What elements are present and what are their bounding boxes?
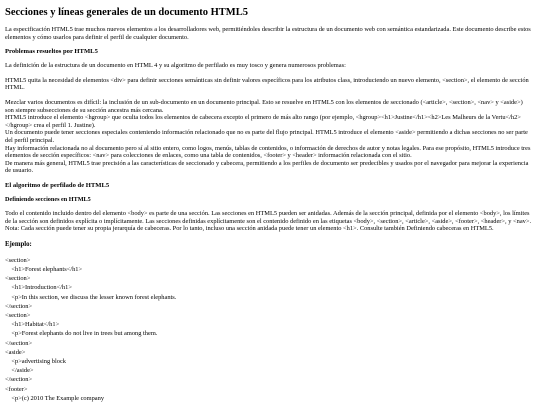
problems-intro-paragraph: La definición de la estructura de un documento en HTML 4 y su algoritmo de perfilado es muy tosco y genera numerosos problemas:: [5, 62, 346, 70]
defining-sections-heading: Definiendo secciones en HTML5: [5, 195, 91, 203]
problems-list-paragraph: [5, 99, 532, 175]
problems-heading: Problemas resueltos por HTML5: [5, 48, 98, 56]
algorithm-heading: El algoritmo de perfilado de HTML5: [5, 181, 110, 189]
problem-line: De manera más general, HTML5 trae precisión a las características de seccionado y cabecera, permitiendo a los perfiles de documento ser predecibles y usados por el navegador para mejorar la experiencia de usuario.: [5, 159, 529, 175]
problem-line: Hay información relacionada no al documento pero sí al sitio entero, como logos, menús, tablas de contenidos, o información de derechos de autor y notas legales. Para ese propósito, HTML5 introduce tres elementos de sección específicos: <nav> para colecciones de enlaces, como una tabla de contenidos, <footer> y <header> información relacionada con el sitio.: [5, 144, 531, 160]
example-heading: Ejemplo:: [5, 240, 32, 248]
problem-section-paragraph: HTML5 quita la necesidad de elementos <div> para definir secciones semánticas sin definir valores específicos para los atributos class, introduciendo un nuevo elemento, <section>, el elemento de sección HTML.: [5, 76, 529, 92]
defining-sections-paragraph: Todo el contenido incluido dentro del elemento <body> es parte de una sección. Las secciones en HTML5 pueden ser anidadas. Además de la sección principal, definida por el elemento <body>, los límites de la sección son definidos explícita o implícitamente. Las secciones definidas explícitamente son el contenido definido en las etiquetas <body>, <section>, <article>, <aside>, <footer>, <header>, y <nav>. Nota: Cada sección puede tener su propia jerarquía de cabeceras. Por lo tanto, incluso una sección anidada puede tener un elemento <h1>. Consulte también Definiendo cabeceras en HTML5.: [5, 209, 532, 233]
example-code-block: <section> <h1>Forest elephants</h1> <section> <h1>Introduction</h1> <p>In this section, we discuss the lesser known forest elephants. </section> <section> <h1>Habitat</h1> <p>Forest elephants do not live in trees but among them. </section> <aside> <p>advertising block </aside> </section> <footer> <p>(c) 2010 The Example company: [5, 256, 177, 402]
page-title: Secciones y líneas generales de un documento HTML5: [5, 7, 248, 18]
intro-paragraph: La especificación HTML5 trae muchos nuevos elementos a los desarrolladores web, permitiéndoles describir la estructura de un documento web con semántica estandarizada. Este documento describe estos elementos y cómo usarlos para definir el perfil de cualquier documento.: [5, 26, 531, 41]
problem-line: Mezclar varios documentos es difícil: la inclusión de un sub-documento en un documento principal. Esto se resuelve en HTML5 con los elementos de seccionado (<article>, <section>, <nav> y <aside>) son siempre subsecciones de su sección ancestra más cercana.: [5, 98, 523, 114]
problem-line: HTML5 introduce el elemento <hgroup> que oculta todos los elementos de cabecera excepto el primero de más alto rango (por ejemplo, <hgroup><h1>Justine</h1><h2>Les Malheurs de la Vertu</h2></hgroup> crea el perfil 1. Justine).: [5, 114, 521, 129]
problem-line: Un documento puede tener secciones especiales conteniendo información relacionado que no es parte del flujo principal. HTML5 introduce el elemento <aside> permitiendo a dichas secciones no ser parte del perfil principal.: [5, 129, 528, 144]
